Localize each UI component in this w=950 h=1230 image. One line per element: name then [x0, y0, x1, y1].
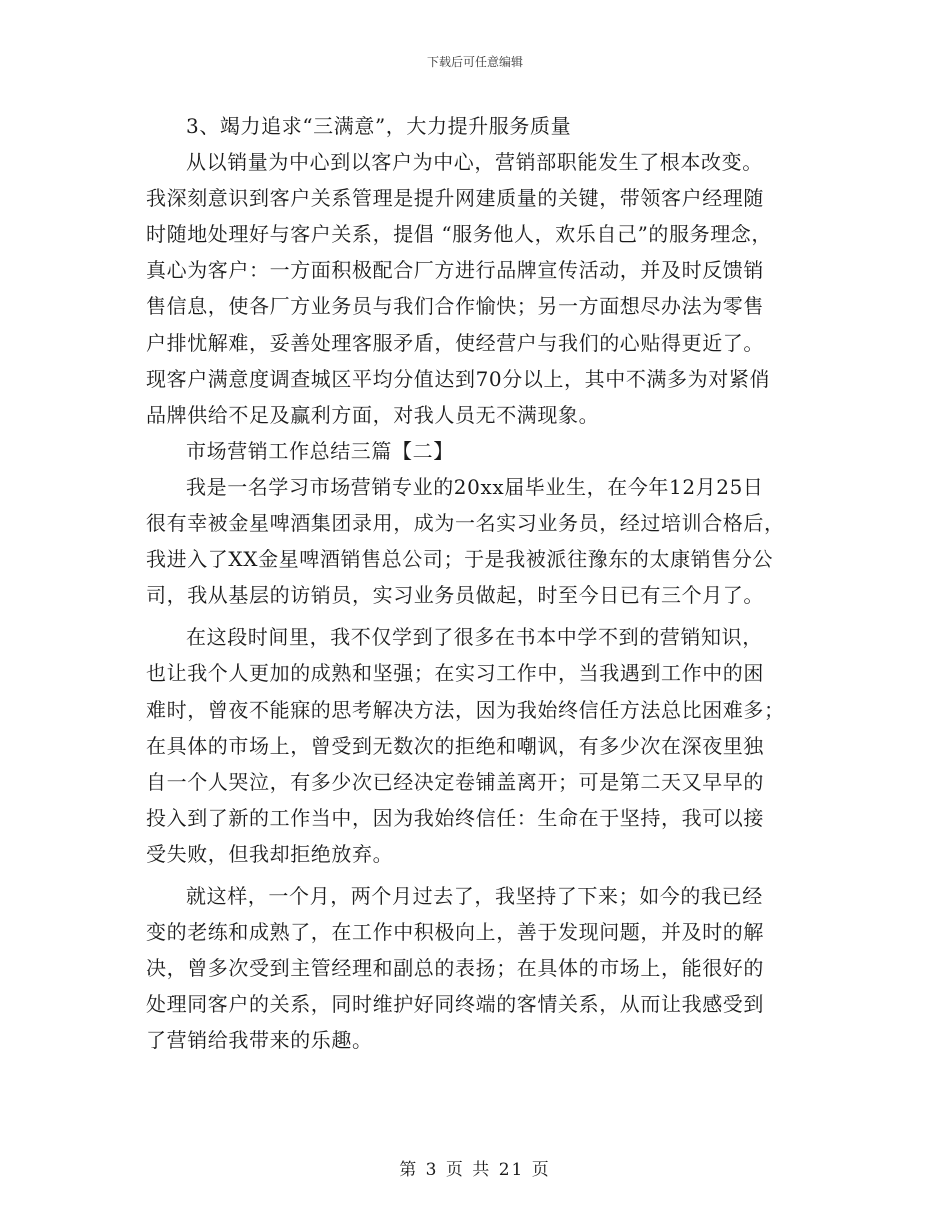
page-header: 下载后可任意编辑 [426, 55, 523, 69]
paragraph-line: 处理同客户的关系，同时维护好同终端的客情关系，从而让我感受到 [146, 992, 764, 1017]
paragraph-line: 在具体的市场上，曾受到无数次的拒绝和嘲讽，有多少次在深夜里独 [146, 733, 764, 758]
paragraph-line: 从以销量为中心到以客户为中心，营销部职能发生了根本改变。 [186, 150, 763, 175]
document-body [146, 108, 816, 1058]
paragraph-line: 受失败，但我却拒绝放弃。 [146, 841, 394, 866]
paragraph-line: 自一个人哭泣，有多少次已经决定卷铺盖离开；可是第二天又早早的 [146, 769, 764, 794]
paragraph-line: 户排忧解难，妥善处理客服矛盾，使经营户与我们的心贴得更近了。 [146, 330, 764, 355]
paragraph-line: 售信息，使各厂方业务员与我们合作愉快；另一方面想尽办法为零售 [146, 294, 764, 319]
paragraph-line: 也让我个人更加的成熟和坚强；在实习工作中，当我遇到工作中的困 [146, 661, 764, 686]
paragraph-line: 很有幸被金星啤酒集团录用，成为一名实习业务员，经过培训合格后， [146, 511, 785, 536]
section-heading: 3、竭力追求“三满意”，大力提升服务质量 [186, 114, 572, 138]
paragraph-line: 时随地处理好与客户关系，提倡 “服务他人，欢乐自己”的服务理念， [146, 222, 773, 247]
paragraph-line: 了营销给我带来的乐趣。 [146, 1028, 373, 1053]
paragraph-line: 我是一名学习市场营销专业的20xx届毕业生，在今年12月25日 [186, 474, 764, 499]
paragraph-line: 变的老练和成熟了，在工作中积极向上，善于发现问题，并及时的解 [146, 920, 764, 945]
paragraph-line: 我进入了XX金星啤酒销售总公司；于是我被派往豫东的太康销售分公 [146, 547, 774, 572]
paragraph-line: 现客户满意度调查城区平均分值达到70分以上，其中不满多为对紧俏 [146, 366, 771, 391]
page-footer: 第 3 页 共 21 页 [399, 1160, 551, 1180]
paragraph-line: 难时，曾夜不能寐的思考解决方法，因为我始终信任方法总比困难多； [146, 697, 785, 722]
paragraph-line: 我深刻意识到客户关系管理是提升网建质量的关键，带领客户经理随 [146, 186, 764, 211]
paragraph-line: 投入到了新的工作当中，因为我始终信任：生命在于坚持，我可以接 [146, 805, 764, 830]
section-title: 市场营销工作总结三篇【二】 [186, 438, 454, 463]
paragraph-line: 在这段时间里，我不仅学到了很多在书本中学不到的营销知识， [186, 625, 763, 650]
paragraph-line: 司，我从基层的访销员，实习业务员做起，时至今日已有三个月了。 [146, 583, 764, 608]
paragraph-line: 品牌供给不足及赢利方面，对我人员无不满现象。 [146, 402, 600, 427]
paragraph-line: 就这样，一个月，两个月过去了，我坚持了下来；如今的我已经 [186, 883, 763, 908]
paragraph-line: 决，曾多次受到主管经理和副总的表扬；在具体的市场上，能很好的 [146, 956, 764, 981]
paragraph-line: 真心为客户：一方面积极配合厂方进行品牌宣传活动，并及时反馈销 [146, 258, 764, 283]
